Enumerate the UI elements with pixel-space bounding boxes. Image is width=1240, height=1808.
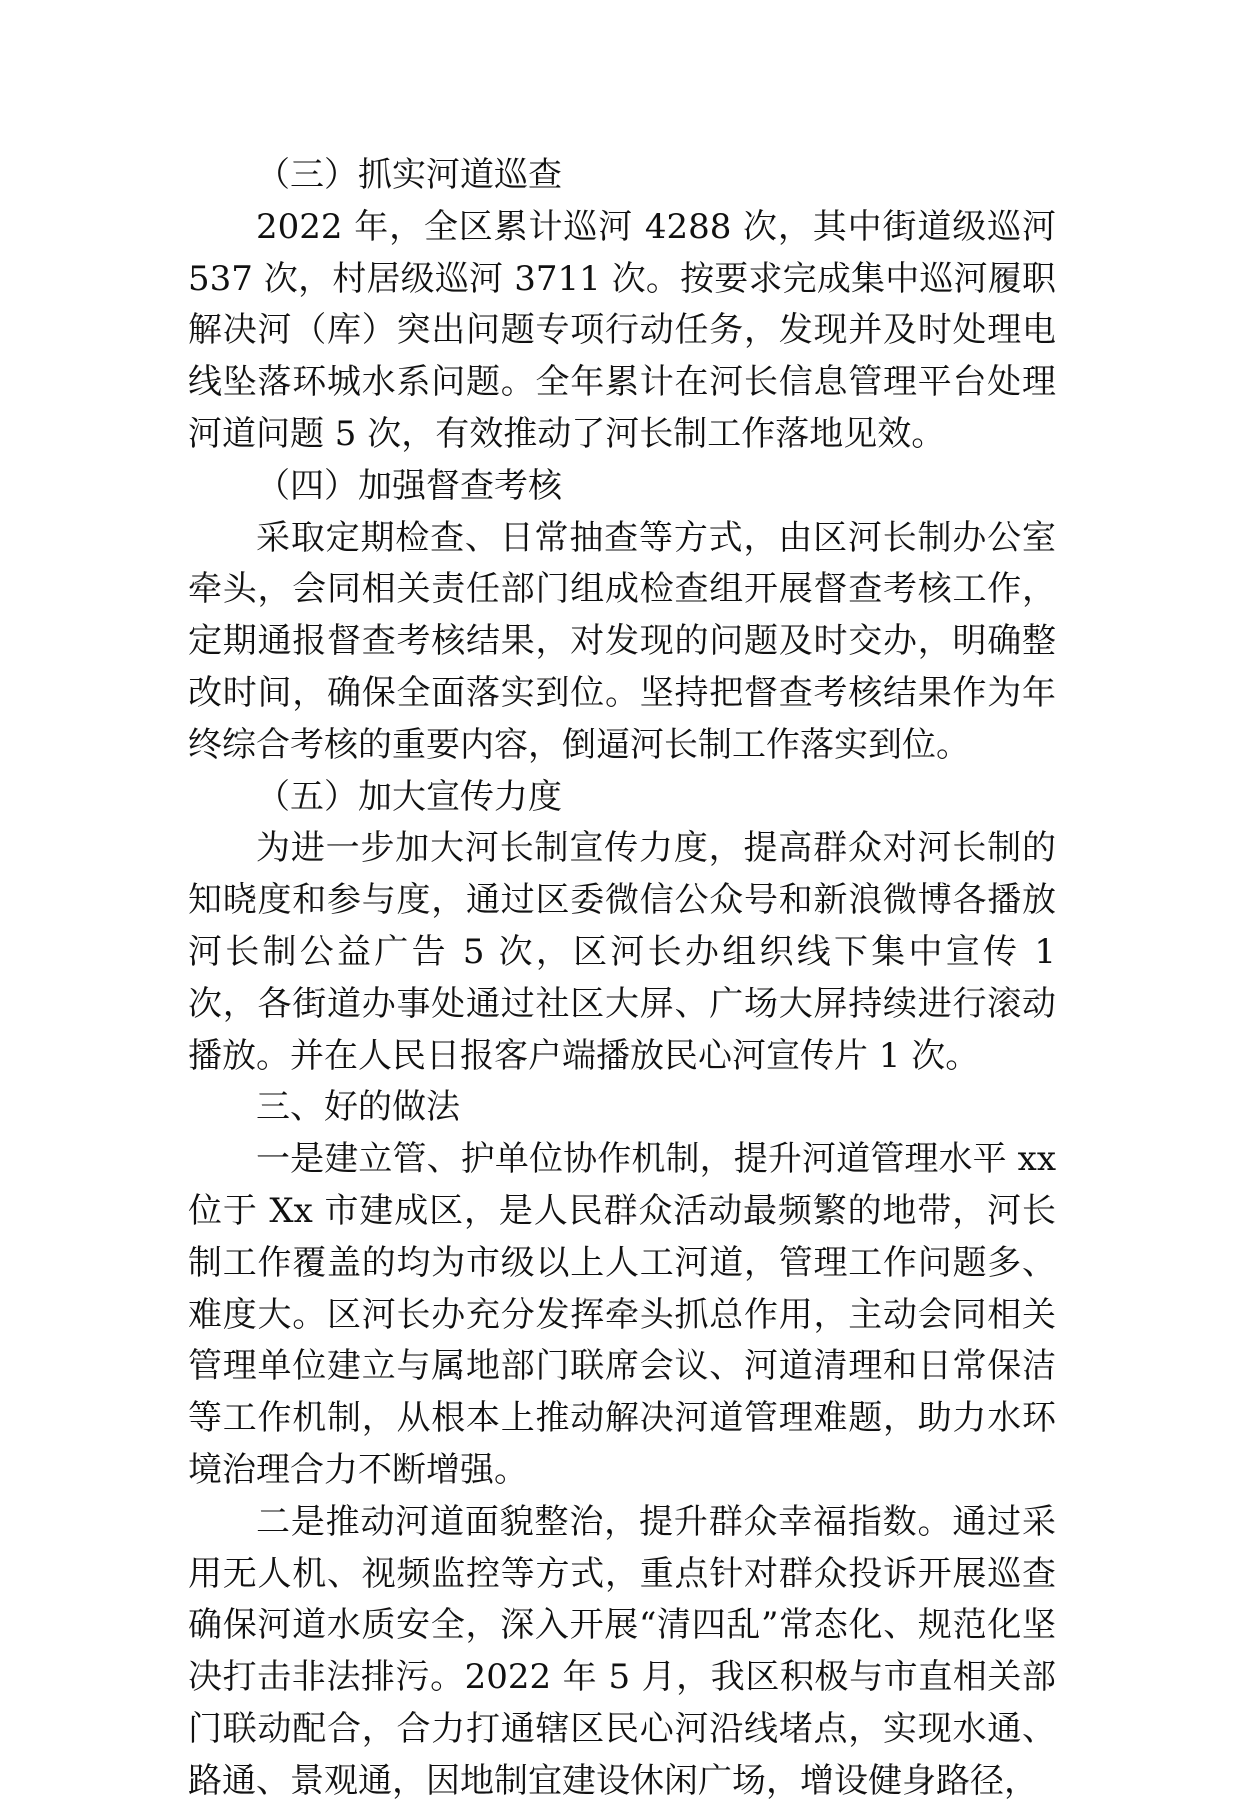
section-heading-publicity: （五）加大宣传力度 — [256, 776, 562, 817]
paragraph-practice-two: 二是推动河道面貌整治，提升群众幸福指数。通过采用无人机、视频监控等方式，重点针对群众投诉开展巡查确保河道水质安全，深入开展“清四乱”常态化、规范化坚决打击非法排污。2022 年 5 月，我区积极与市直相关部门联动配合，合力打通辖区民心河沿线堵点，实现水通、路通、景观通，因地制宜建设休闲广场，增设健身路径， — [188, 1501, 1056, 1801]
paragraph-publicity: 为进一步加大河长制宣传力度，提高群众对河长制的知晓度和参与度，通过区委微信公众号和新浪微博各播放河长制公益广告 5 次，区河长办组织线下集中宣传 1 次，各街道办事处通过社区大屏、广场大屏持续进行滚动播放。并在人民日报客户端播放民心河宣传片 1 次。 — [188, 828, 1056, 1076]
section-heading-patrol: （三）抓实河道巡查 — [256, 155, 562, 195]
paragraph-supervision: 采取定期检查、日常抽查等方式，由区河长制办公室牵头，会同相关责任部门组成检查组开展督查考核工作，定期通报督查考核结果，对发现的问题及时交办，明确整改时间，确保全面落实到位。坚持把督查考核结果作为年终综合考核的重要内容，倒逼河长制工作落实到位。 — [188, 517, 1056, 765]
document-body — [188, 150, 1056, 1808]
section-heading-supervision: （四）加强督查考核 — [256, 465, 562, 506]
section-heading-good-practices: 三、好的做法 — [256, 1087, 460, 1128]
paragraph-practice-one: 一是建立管、护单位协作机制，提升河道管理水平 xx 位于 Xx 市建成区，是人民群众活动最频繁的地带，河长制工作覆盖的均为市级以上人工河道，管理工作问题多、难度大。区河长办充分发挥牵头抓总作用，主动会同相关管理单位建立与属地部门联席会议、河道清理和日常保洁等工作机制，从根本上推动解决河道管理难题，助力水环境治理合力不断增强。 — [188, 1139, 1056, 1490]
paragraph-patrol: 2022 年，全区累计巡河 4288 次，其中街道级巡河 537 次，村居级巡河 3711 次。按要求完成集中巡河履职解决河（库）突出问题专项行动任务，发现并及时处理电线坠落环城水系问题。全年累计在河长信息管理平台处理河道问题 5 次，有效推动了河长制工作落地见效。 — [188, 206, 1056, 454]
